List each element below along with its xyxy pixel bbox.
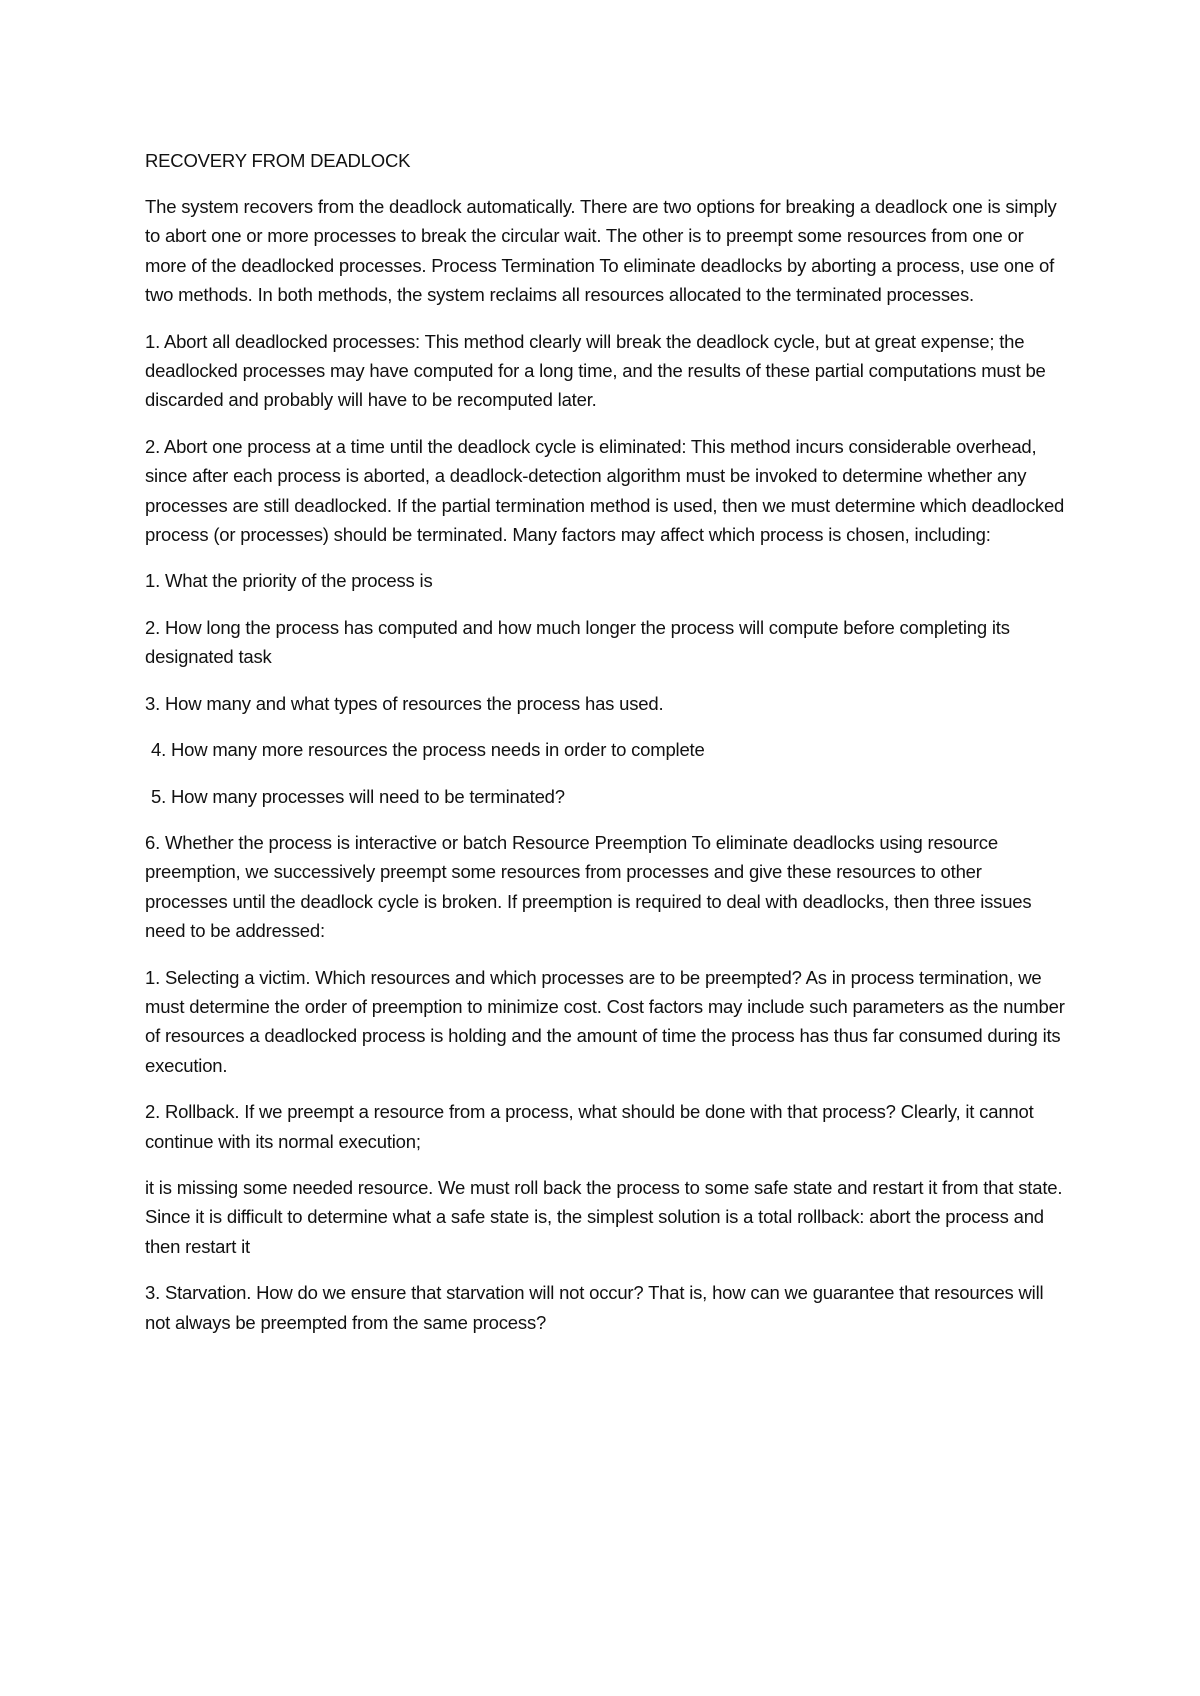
paragraph-rollback-continued: it is missing some needed resource. We must roll back the process to some safe state and restart it from that state. Since it is difficult to determine what a safe state is, the simplest solution is a total rollback: abort the process and then restart it	[145, 1176, 1063, 1257]
paragraph-abort-one: 2. Abort one process at a time until the deadlock cycle is eliminated: This method incurs considerable overhead, since after each process is aborted, a deadlock-detection algorithm must be invoked to determine whether any processes are still deadlocked. If the partial termination method is used, then we must determine which deadlocked process (or processes) should be terminated. Many factors may affect which process is chosen, including:	[145, 435, 1065, 546]
document-title: RECOVERY FROM DEADLOCK	[145, 150, 411, 171]
factor-processes-terminated: 5. How many processes will need to be terminated?	[151, 785, 565, 807]
factor-interactive-batch: 6. Whether the process is interactive or batch Resource Preemption To eliminate deadlocks using resource preemption, we successively preempt some resources from processes and give these resources to other processes until the deadlock cycle is broken. If preemption is required to deal with deadlocks, then three issues need to be addressed:	[145, 831, 1032, 942]
document-page	[145, 146, 1065, 1354]
factor-compute-time: 2. How long the process has computed and how much longer the process will compute before completing its designated task	[145, 616, 1010, 668]
paragraph-intro: The system recovers from the deadlock automatically. There are two options for breaking a deadlock one is simply to abort one or more processes to break the circular wait. The other is to preempt some resources from one or more of the deadlocked processes. Process Termination To eliminate deadlocks by aborting a process, use one of two methods. In both methods, the system reclaims all resources allocated to the terminated processes.	[145, 196, 1057, 306]
issue-rollback: 2. Rollback. If we preempt a resource from a process, what should be done with that process? Clearly, it cannot continue with its normal execution;	[145, 1101, 1034, 1152]
factor-resources-needed: 4. How many more resources the process needs in order to complete	[151, 739, 705, 761]
factor-priority: 1. What the priority of the process is	[145, 570, 433, 592]
issue-selecting-victim: 1. Selecting a victim. Which resources and which processes are to be preempted? As in process termination, we must determine the order of preemption to minimize cost. Cost factors may include such parameters as the number of resources a deadlocked process is holding and the amount of time the process has thus far consumed during its execution.	[145, 966, 1065, 1076]
factor-resources-used: 3. How many and what types of resources the process has used.	[145, 692, 664, 714]
issue-starvation: 3. Starvation. How do we ensure that starvation will not occur? That is, how can we guarantee that resources will not always be preempted from the same process?	[145, 1282, 1044, 1333]
paragraph-abort-all: 1. Abort all deadlocked processes: This method clearly will break the deadlock cycle, but at great expense; the deadlocked processes may have computed for a long time, and the results of these partial computations must be discarded and probably will have to be recomputed later.	[145, 330, 1046, 411]
